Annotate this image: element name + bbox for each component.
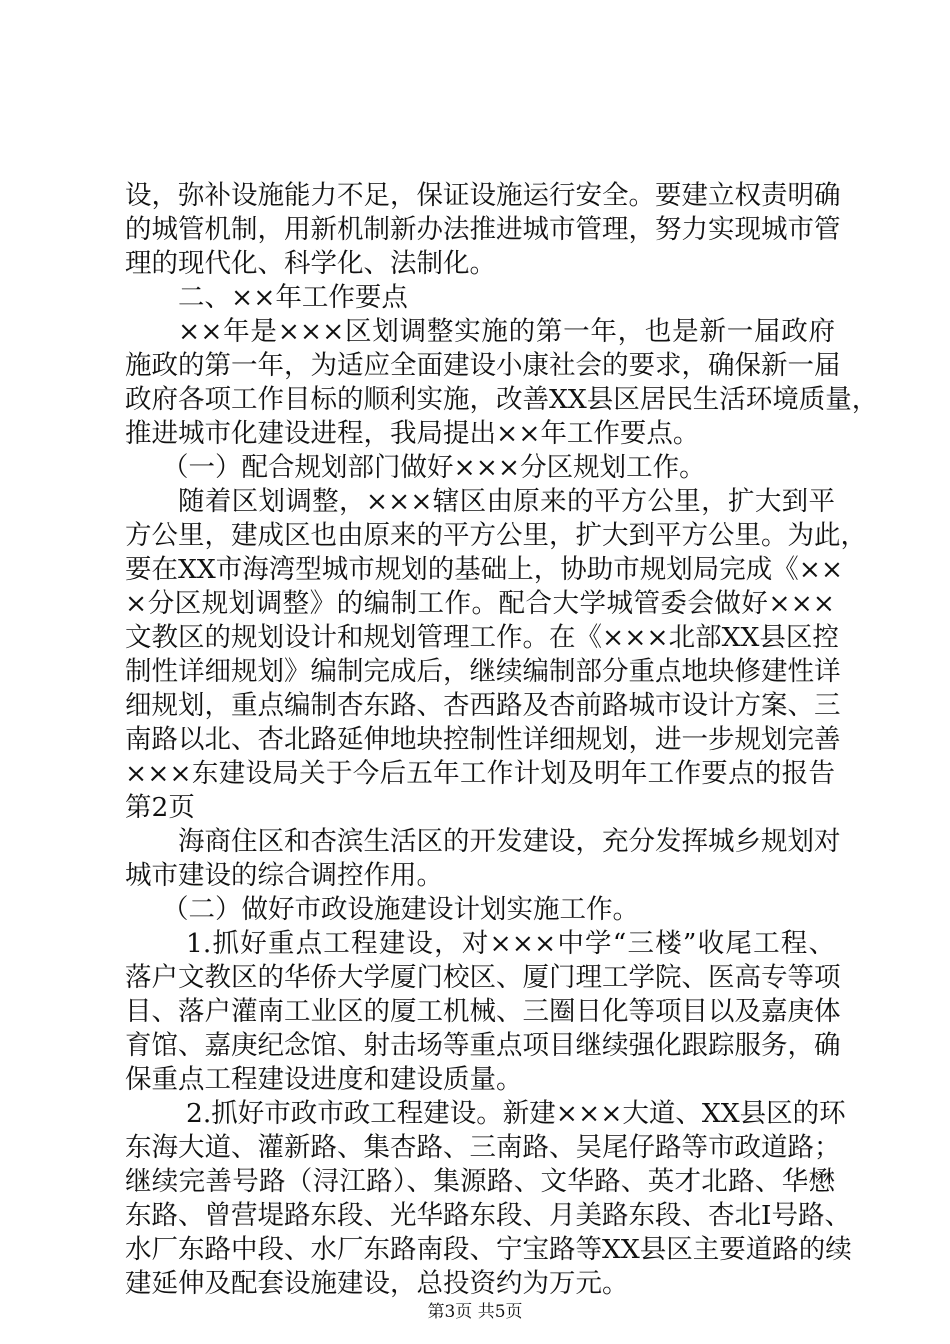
text-line: 文教区的规划设计和规划管理工作。在《×××北部XX县区控 — [125, 622, 839, 653]
page-footer: 第3页 共5页 — [427, 1302, 523, 1322]
text-line: 政府各项工作目标的顺利实施，改善XX县区居民生活环境质量， — [125, 384, 879, 415]
text-line: 继续完善号路（浔江路）、集源路、文华路、英才北路、华懋 — [125, 1166, 835, 1197]
text-line: 建延伸及配套设施建设，总投资约为万元。 — [125, 1268, 629, 1299]
text-line: 随着区划调整，×××辖区由原来的平方公里，扩大到平 — [178, 486, 835, 517]
text-line: 方公里，建成区也由原来的平方公里，扩大到平方公里。为此， — [125, 520, 867, 551]
text-line: 二、××年工作要点 — [178, 282, 408, 313]
text-line: 设，弥补设施能力不足，保证设施运行安全。要建立权责明确 — [125, 180, 841, 211]
text-line: 南路以北、杏北路延伸地块控制性详细规划，进一步规划完善 — [125, 724, 841, 755]
text-line: 要在XX市海湾型城市规划的基础上，协助市规划局完成《×× — [125, 554, 844, 585]
text-line: 施政的第一年，为适应全面建设小康社会的要求，确保新一届 — [125, 350, 841, 381]
text-line: 落户文教区的华侨大学厦门校区、厦门理工学院、医高专等项 — [125, 962, 841, 993]
text-line: 推进城市化建设进程，我局提出××年工作要点。 — [125, 418, 700, 449]
text-line: 制性详细规划》编制完成后，继续编制部分重点地块修建性详 — [125, 656, 841, 687]
text-line: 城市建设的综合调控作用。 — [125, 860, 443, 891]
text-line: 育馆、嘉庚纪念馆、射击场等重点项目继续强化跟踪服务，确 — [125, 1030, 841, 1061]
text-line: 东路、曾营堤路东段、光华路东段、月美路东段、杏北Ⅰ号路、 — [125, 1200, 851, 1231]
text-line: 海商住区和杏滨生活区的开发建设，充分发挥城乡规划对 — [178, 826, 841, 857]
text-line: ×××东建设局关于今后五年工作计划及明年工作要点的报告 — [125, 758, 835, 789]
text-line: 东海大道、灌新路、集杏路、三南路、吴尾仔路等市政道路； — [125, 1132, 841, 1163]
text-line: 2.抓好市政市政工程建设。新建×××大道、XX县区的环 — [186, 1098, 846, 1129]
text-line: （二）做好市政设施建设计划实施工作。 — [162, 894, 639, 925]
text-line: 理的现代化、科学化、法制化。 — [125, 248, 496, 279]
text-line: ××年是×××区划调整实施的第一年，也是新一届政府 — [178, 316, 835, 347]
text-line: 保重点工程建设进度和建设质量。 — [125, 1064, 523, 1095]
text-line: 细规划，重点编制杏东路、杏西路及杏前路城市设计方案、三 — [125, 690, 841, 721]
text-line: 水厂东路中段、水厂东路南段、宁宝路等XX县区主要道路的续 — [125, 1234, 852, 1265]
text-line: 的城管机制，用新机制新办法推进城市管理，努力实现城市管 — [125, 214, 841, 245]
text-line: 1.抓好重点工程建设，对×××中学“三楼”收尾工程、 — [186, 928, 835, 959]
text-line: ×分区规划调整》的编制工作。配合大学城管委会做好××× — [125, 588, 835, 619]
text-line: 第2页 — [125, 792, 195, 823]
text-line: 目、落户灌南工业区的厦工机械、三圈日化等项目以及嘉庚体 — [125, 996, 841, 1027]
text-line: （一）配合规划部门做好×××分区规划工作。 — [162, 452, 706, 483]
